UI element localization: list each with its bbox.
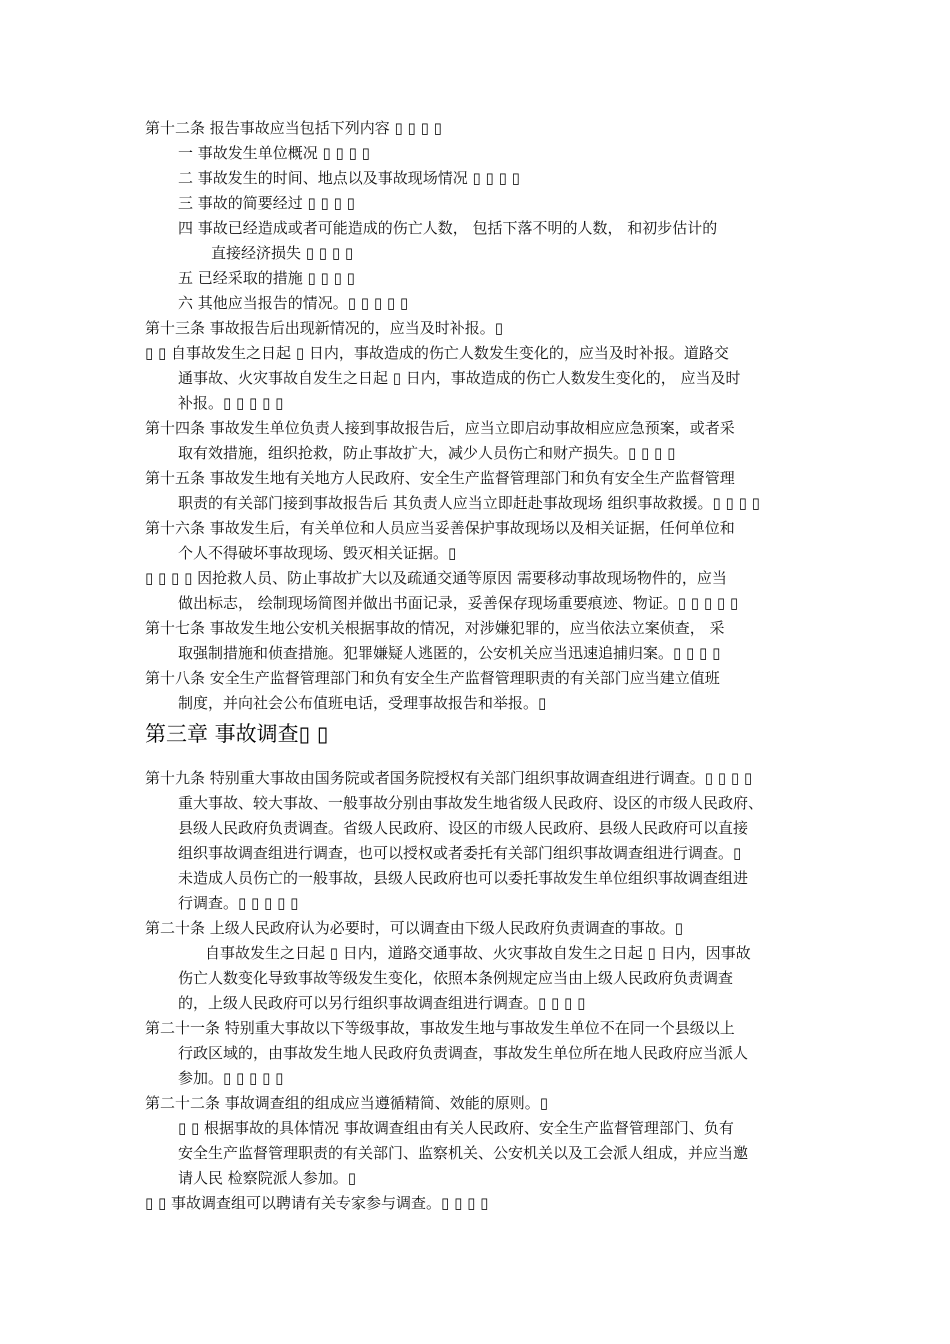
text-line: 取强制措施和侦查措施。犯罪嫌疑人逃匿的，公安机关应当迅速追捕归案。▯ ▯ ▯ ▯ — [178, 644, 721, 662]
text-line: 二 事故发生的时间、地点以及事故现场情况 ▯ ▯ ▯ ▯ — [178, 169, 520, 187]
text-line: 重大事故、较大事故、一般事故分别由事故发生地省级人民政府、设区的市级人民政府、 — [178, 794, 764, 812]
text-line: 第二十二条 事故调查组的组成应当遵循精简、效能的原则。▯ — [145, 1094, 549, 1112]
text-line: 行政区域的，由事故发生地人民政府负责调查，事故发生单位所在地人民政府应当派人 — [178, 1044, 749, 1062]
text-line: 制度，并向社会公布值班电话，受理事故报告和举报。▯ — [178, 694, 547, 712]
text-line: 做出标志， 绘制现场简图并做出书面记录，妥善保存现场重要痕迹、物证。▯ ▯ ▯ ▯ ▯ — [178, 594, 739, 612]
text-line: 的，上级人民政府可以另行组织事故调查组进行调查。▯ ▯ ▯ ▯ — [178, 994, 586, 1012]
text-line: 请人民 检察院派人参加。▯ — [178, 1169, 357, 1187]
text-line: 第十九条 特别重大事故由国务院或者国务院授权有关部门组织事故调查组进行调查。▯ ▯ ▯ ▯ — [145, 769, 753, 787]
text-line: 自事故发生之日起 ▯ 日内，道路交通事故、火灾事故自发生之日起 ▯ 日内，因事故 — [205, 944, 751, 962]
text-line: 一 事故发生单位概况 ▯ ▯ ▯ ▯ — [178, 144, 370, 162]
text-line: 第十二条 报告事故应当包括下列内容 ▯ ▯ ▯ ▯ — [145, 119, 442, 137]
text-line: 第十六条 事故发生后，有关单位和人员应当妥善保护事故现场以及相关证据，任何单位和 — [145, 519, 735, 537]
text-line: ▯ ▯ 自事故发生之日起 ▯ 日内，事故造成的伤亡人数发生变化的，应当及时补报。道路交 — [145, 344, 729, 362]
text-line: 未造成人员伤亡的一般事故，县级人民政府也可以委托事故发生单位组织事故调查组进 — [178, 869, 749, 887]
text-line: 伤亡人数变化导致事故等级发生变化，依照本条例规定应当由上级人民政府负责调查 — [178, 969, 734, 987]
text-line: 第十四条 事故发生单位负责人接到事故报告后，应当立即启动事故相应应急预案，或者采 — [145, 419, 735, 437]
text-line: 第二十一条 特别重大事故以下等级事故，事故发生地与事故发生单位不在同一个县级以上 — [145, 1019, 735, 1037]
text-line: ▯ ▯ ▯ ▯ 因抢救人员、防止事故扩大以及疏通交通等原因 需要移动事故现场物件的，应当 — [145, 569, 727, 587]
text-line: 安全生产监督管理职责的有关部门、监察机关、公安机关以及工会派人组成，并应当邀 — [178, 1144, 749, 1162]
text-line: 第二十条 上级人民政府认为必要时，可以调查由下级人民政府负责调查的事故。▯ — [145, 919, 684, 937]
text-line: 通事故、火灾事故自发生之日起 ▯ 日内，事故造成的伤亡人数发生变化的， 应当及时 — [178, 369, 741, 387]
text-line: 职责的有关部门接到事故报告后 其负责人应当立即赶赴事故现场 组织事故救援。▯ ▯ ▯ ▯ — [178, 494, 760, 512]
text-line: 取有效措施，组织抢救，防止事故扩大，减少人员伤亡和财产损失。▯ ▯ ▯ ▯ — [178, 444, 676, 462]
text-line: 三 事故的简要经过 ▯ ▯ ▯ ▯ — [178, 194, 355, 212]
text-line: 县级人民政府负责调查。省级人民政府、设区的市级人民政府、县级人民政府可以直接 — [178, 819, 749, 837]
chapter-heading: 第三章 事故调查▯ ▯ — [145, 722, 329, 746]
text-line: 第十七条 事故发生地公安机关根据事故的情况，对涉嫌犯罪的，应当依法立案侦查， 采 — [145, 619, 725, 637]
text-line: 第十五条 事故发生地有关地方人民政府、安全生产监督管理部门和负有安全生产监督管理 — [145, 469, 735, 487]
text-line: 参加。▯ ▯ ▯ ▯ ▯ — [178, 1069, 284, 1087]
text-line: ▯ ▯ 事故调查组可以聘请有关专家参与调查。▯ ▯ ▯ ▯ — [145, 1194, 489, 1212]
text-line: 四 事故已经造成或者可能造成的伤亡人数， 包括下落不明的人数， 和初步估计的 — [178, 219, 718, 237]
text-line: 行调查。▯ ▯ ▯ ▯ ▯ — [178, 894, 299, 912]
text-line: 补报。▯ ▯ ▯ ▯ ▯ — [178, 394, 284, 412]
text-line: 个人不得破坏事故现场、毁灭相关证据。▯ — [178, 544, 457, 562]
text-line: 六 其他应当报告的情况。▯ ▯ ▯ ▯ ▯ — [178, 294, 409, 312]
text-line: 组织事故调查组进行调查，也可以授权或者委托有关部门组织事故调查组进行调查。▯ — [178, 844, 742, 862]
text-line: 五 已经采取的措施 ▯ ▯ ▯ ▯ — [178, 269, 355, 287]
text-line: 直接经济损失 ▯ ▯ ▯ ▯ — [211, 244, 354, 262]
text-line: 第十三条 事故报告后出现新情况的，应当及时补报。▯ — [145, 319, 504, 337]
text-line: ▯ ▯ 根据事故的具体情况 事故调查组由有关人民政府、安全生产监督管理部门、负有 — [178, 1119, 734, 1137]
text-line: 第十八条 安全生产监督管理部门和负有安全生产监督管理职责的有关部门应当建立值班 — [145, 669, 720, 687]
